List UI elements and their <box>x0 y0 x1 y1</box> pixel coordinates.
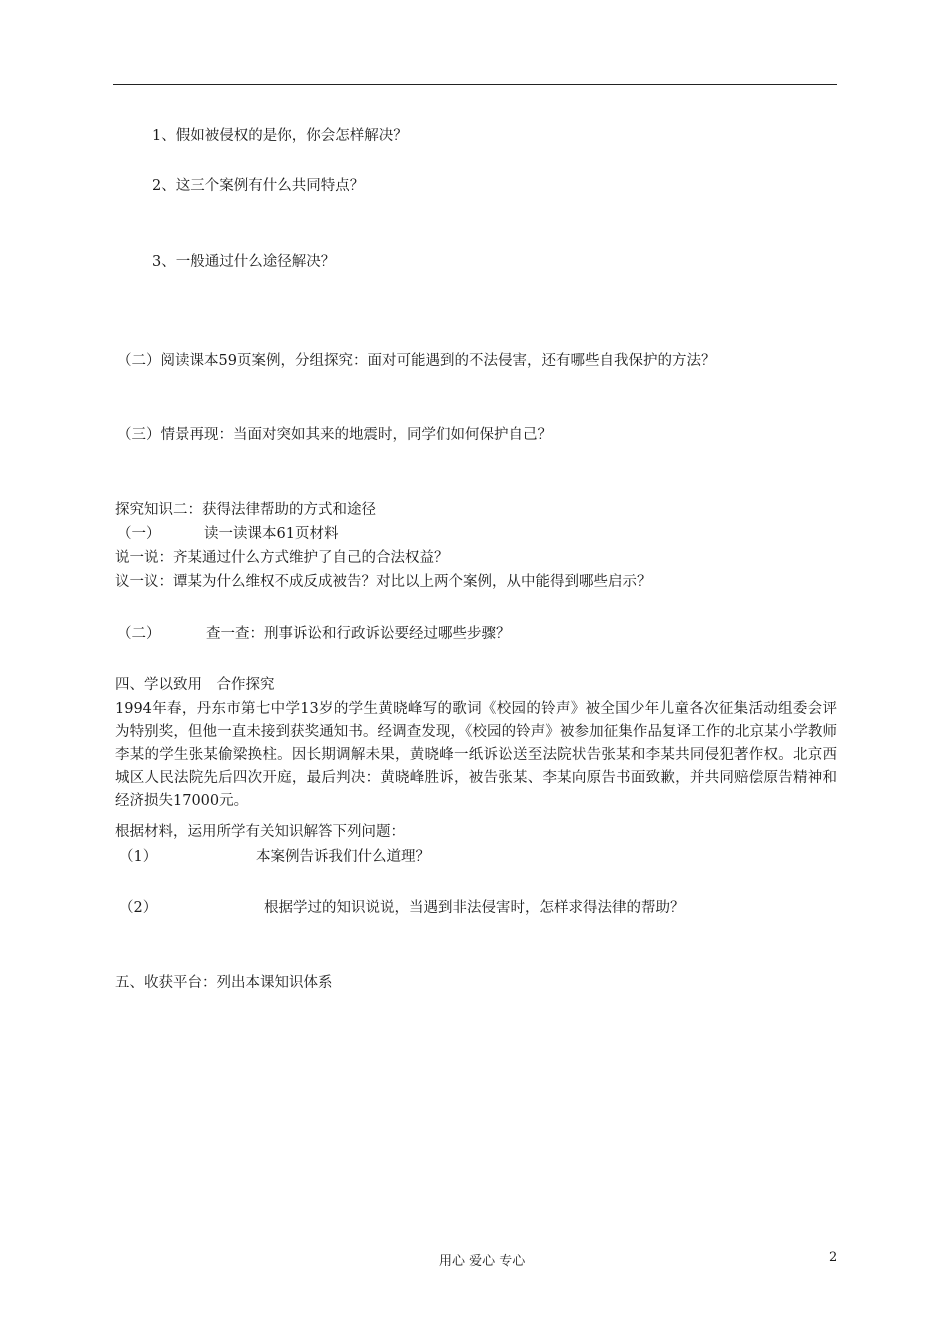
case-q1-text: 本案例告诉我们什么道理？ <box>256 849 430 865</box>
case-q1-label: （1） <box>119 849 158 865</box>
section-four-title: 四、学以致用 合作探究 <box>115 677 275 693</box>
section-2-text: （二）阅读课本59页案例，分组探究：面对可能遇到的不法侵害，还有哪些自我保护的方法？ <box>117 353 716 369</box>
knowledge-2-title: 探究知识二：获得法律帮助的方式和途径 <box>115 502 376 518</box>
discuss-prompt: 议一议：谭某为什么维权不成反成被告？对比以上两个案例，从中能得到哪些启示？ <box>115 574 652 590</box>
item-2-label: （二） <box>117 626 161 642</box>
question-instruction: 根据材料，运用所学有关知识解答下列问题： <box>115 824 405 840</box>
knowledge-2-item-1 <box>117 524 338 544</box>
say-prompt: 说一说：齐某通过什么方式维护了自己的合法权益？ <box>115 550 449 566</box>
case-material: 1994年春，丹东市第七中学13岁的学生黄晓峰写的歌词《校园的铃声》被全国少年儿童各次征集活动组委会评为特别奖，但他一直未接到获奖通知书。经调查发现，《校园的铃声》被参加征集作品复译工作的北京某小学教师李某的学生张某偷梁换柱。因长期调解未果，黄晓峰一纸诉讼送至法院状告张某和李某共同侵犯著作权。北京西城区人民法院先后四次开庭，最后判决：黄晓峰胜诉，被告张某、李某向原告书面致歉，并共同赔偿原告精神和经济损失17000元。 <box>115 701 837 809</box>
page-number: 2 <box>829 1250 838 1265</box>
item-2-text: 查一查：刑事诉讼和行政诉讼要经过哪些步骤？ <box>206 626 511 642</box>
item-1-label: （一） <box>117 526 161 542</box>
header-rule <box>113 84 837 85</box>
footer-motto: 用心 爱心 专心 <box>439 1254 526 1269</box>
knowledge-2-item-2 <box>117 624 511 644</box>
question-2: 2、这三个案例有什么共同特点？ <box>152 178 365 194</box>
section-3-text: （三）情景再现：当面对突如其来的地震时，同学们如何保护自己？ <box>117 427 552 443</box>
case-q2-text: 根据学过的知识说说，当遇到非法侵害时，怎样求得法律的帮助？ <box>264 900 685 916</box>
question-1: 1、假如被侵权的是你，你会怎样解决？ <box>152 128 408 144</box>
item-1-text: 读一读课本61页材料 <box>204 526 339 542</box>
case-q2-label: （2） <box>119 900 158 916</box>
case-question-1 <box>119 847 430 867</box>
section-five-title: 五、收获平台：列出本课知识体系 <box>115 975 333 991</box>
case-question-2 <box>119 898 685 918</box>
question-3: 3、一般通过什么途径解决？ <box>152 254 336 270</box>
